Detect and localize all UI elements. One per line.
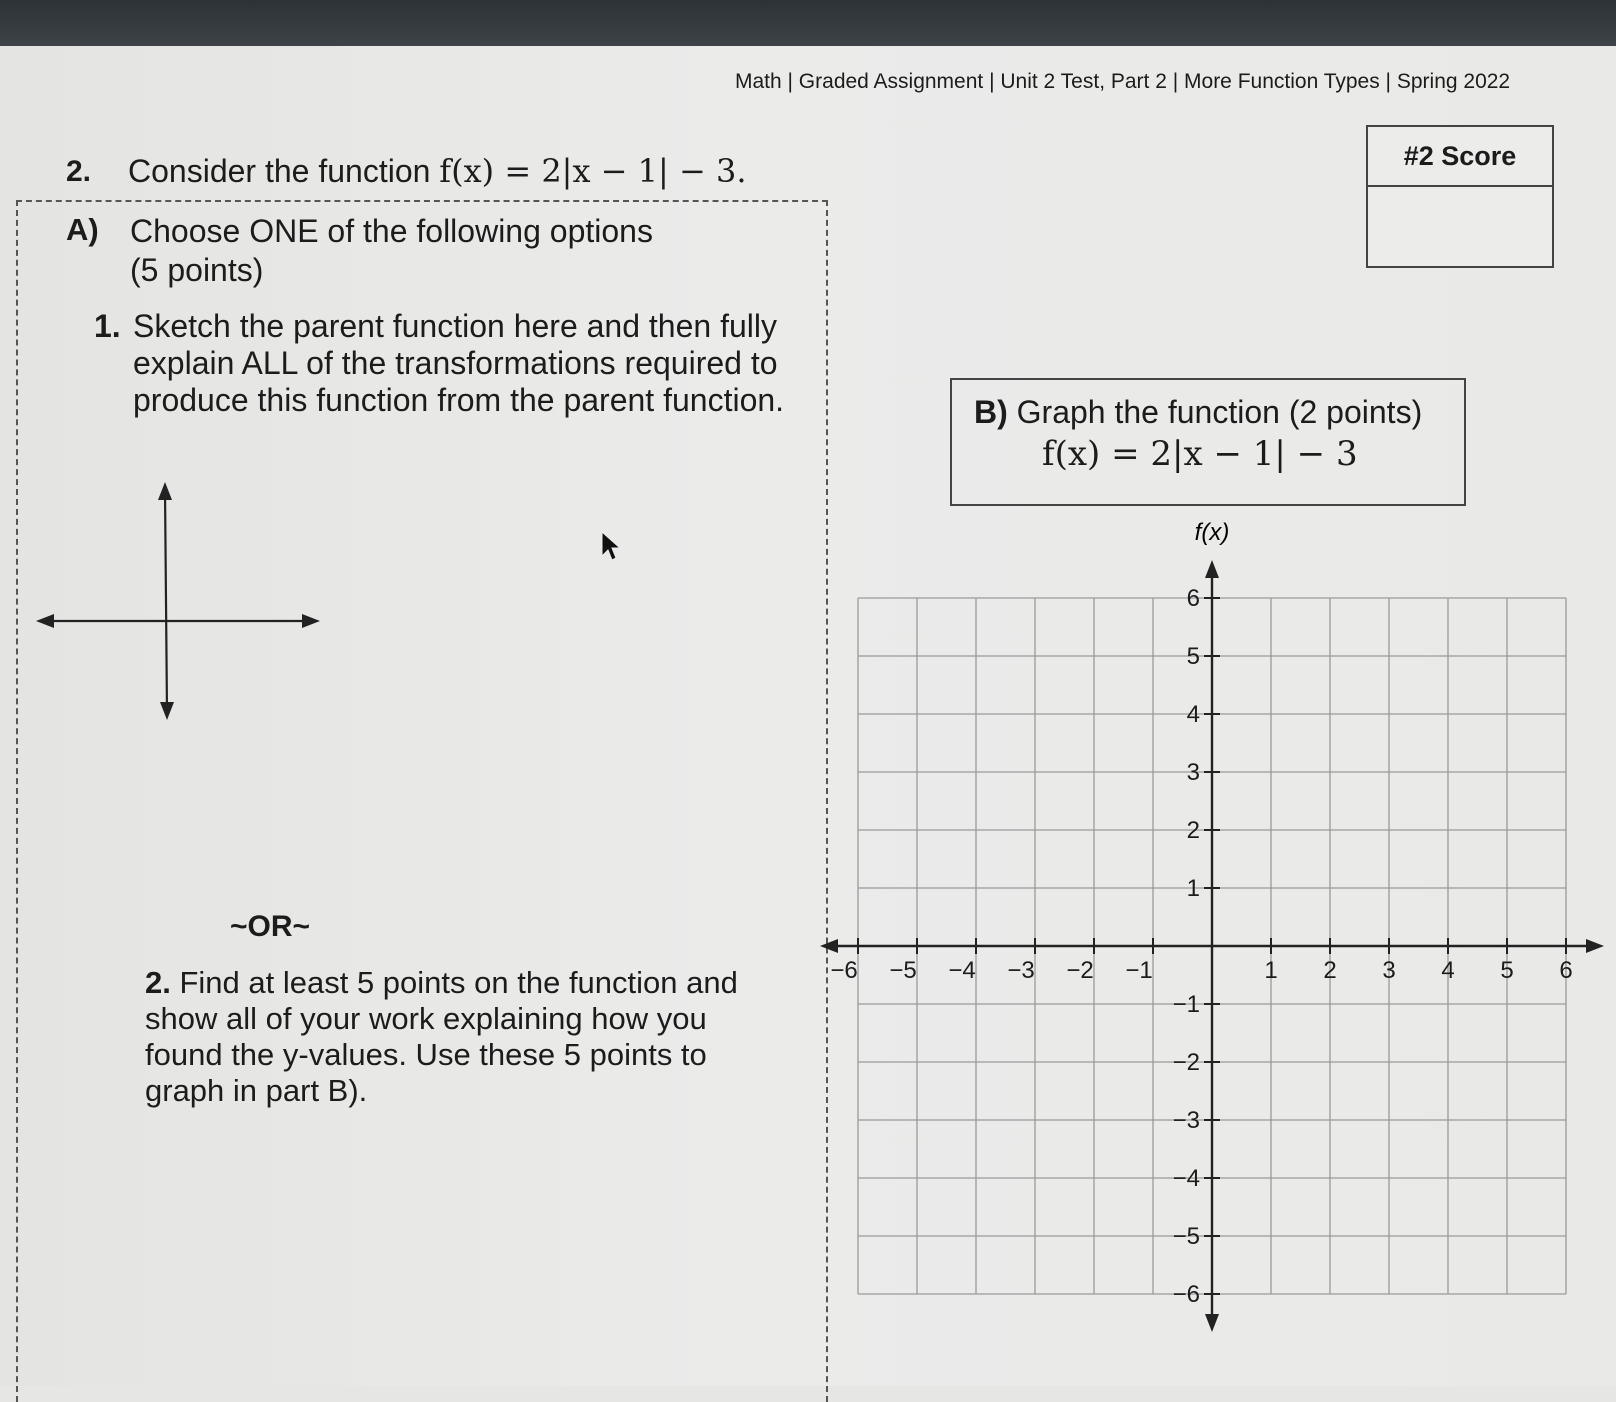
x-axis-arrow-left	[820, 939, 838, 953]
part-b-function: f(x) = 2|x − 1| − 3	[1042, 434, 1358, 474]
x-tick-label: −1	[1125, 957, 1153, 984]
option1-number: 1.	[94, 308, 121, 344]
option2-number: 2.	[145, 965, 171, 1000]
y-tick-label: −3	[1172, 1107, 1200, 1134]
y-tick-label: 5	[1186, 643, 1200, 670]
x-tick-label: −5	[889, 957, 917, 984]
x-tick-label: 3	[1382, 957, 1396, 984]
x-tick-label: 4	[1441, 957, 1455, 984]
part-a-line1: Choose ONE of the following options	[130, 213, 653, 249]
y-tick-label: 3	[1186, 759, 1200, 786]
or-separator: ~OR~	[230, 910, 311, 943]
y-tick-label: 1	[1186, 875, 1200, 902]
x-tick-label: −3	[1007, 957, 1035, 984]
part-a-label: A)	[66, 212, 99, 247]
y-tick-label: −1	[1172, 991, 1200, 1018]
y-tick-label: 4	[1186, 701, 1200, 728]
part-b-text: Graph the function (2 points)	[1007, 394, 1423, 430]
part-b-label: B)	[974, 394, 1008, 430]
breadcrumb-header: Math | Graded Assignment | Unit 2 Test, Part 2 | More Function Types | Spring 2022	[735, 70, 1511, 93]
x-tick-label: −4	[948, 957, 976, 984]
x-axis-arrow-right	[1586, 939, 1604, 953]
question-function: f(x) = 2|x − 1| − 3.	[439, 152, 747, 190]
y-tick-label: 6	[1186, 585, 1200, 612]
x-tick-label: 5	[1500, 957, 1514, 984]
y-tick-label: −5	[1172, 1223, 1200, 1250]
part-a-points: (5 points)	[130, 252, 264, 288]
y-axis-arrow-up	[1205, 560, 1219, 578]
y-tick-label: 2	[1186, 817, 1200, 844]
x-tick-label: 1	[1264, 957, 1278, 984]
question-number: 2.	[66, 155, 92, 188]
x-tick-label: 2	[1323, 957, 1337, 984]
option2-body: Find at least 5 points on the function and show all of your work explaining how you found the y-values. Use these 5 points to graph in part B).	[145, 965, 738, 1108]
question-prefix: Consider the function	[128, 153, 431, 189]
y-axis-arrow-down	[1205, 1314, 1219, 1332]
score-title: #2 Score	[1368, 127, 1552, 187]
x-tick-label: 6	[1559, 957, 1573, 984]
y-tick-label: −4	[1172, 1165, 1200, 1192]
y-tick-label: −6	[1172, 1281, 1200, 1308]
y-tick-label: −2	[1172, 1049, 1200, 1076]
x-tick-label: −6	[830, 957, 858, 984]
y-axis-label: f(x)	[1194, 519, 1230, 546]
x-tick-label: −2	[1066, 957, 1094, 984]
option1-text: Sketch the parent function here and then fully explain ALL of the transformations required to produce this function from the parent function.	[133, 308, 785, 418]
